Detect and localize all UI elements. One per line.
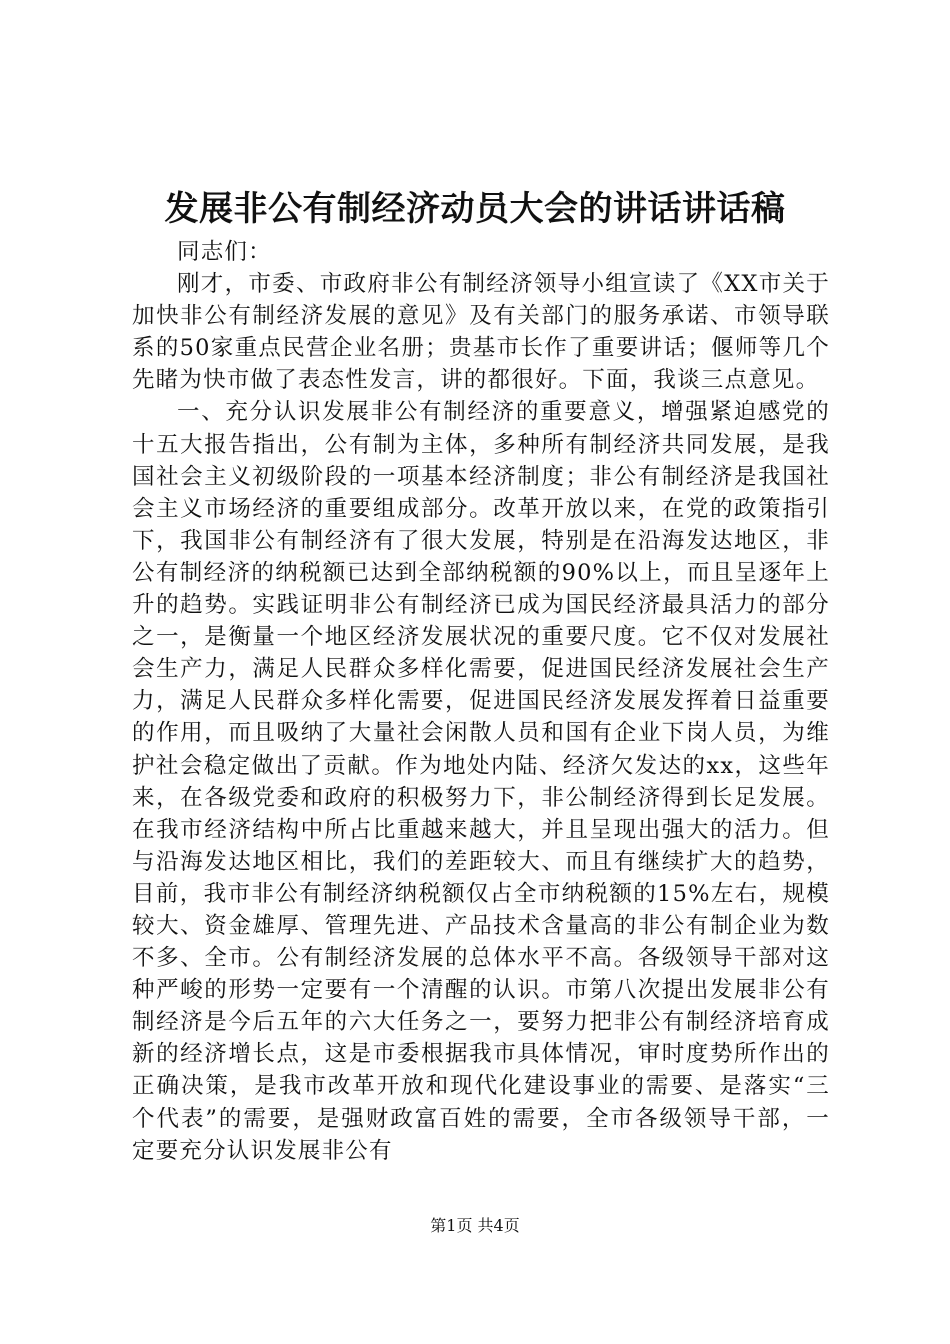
- section-one-paragraph: 一、充分认识发展非公有制经济的重要意义，增强紧迫感党的十五大报告指出，公有制为主体，多种所有制经济共同发展，是我国社会主义初级阶段的一项基本经济制度；非公有制经济是我国社会主义市场经济的重要组成部分。改革开放以来，在党的政策指引下，我国非公有制经济有了很大发展，特别是在沿海发达地区，非公有制经济的纳税额已达到全部纳税额的90%以上，而且呈逐年上升的趋势。实践证明非公有制经济已成为国民经济最具活力的部分之一，是衡量一个地区经济发展状况的重要尺度。它不仅对发展社会生产力，满足人民群众多样化需要，促进国民经济发展社会生产力，满足人民群众多样化需要，促进国民经济发展发挥着日益重要的作用，而且吸纳了大量社会闲散人员和国有企业下岗人员，为维护社会稳定做出了贡献。作为地处内陆、经济欠发达的xx，这些年来，在各级党委和政府的积极努力下，非公制经济得到长足发展。在我市经济结构中所占比重越来越大，并且呈现出强大的活力。但与沿海发达地区相比，我们的差距较大、而且有继续扩大的趋势，目前，我市非公有制经济纳税额仅占全市纳税额的15%左右，规模较大、资金雄厚、管理先进、产品技术含量高的非公有制企业为数不多、全市。公有制经济发展的总体水平不高。各级领导干部对这种严峻的形势一定要有一个清醒的认识。市第八次提出发展非公有制经济是今后五年的六大任务之一，要努力把非公有制经济培育成新的经济增长点，这是市委根据我市具体情况，审时度势所作出的正确决策，是我市改革开放和现代化建设事业的需要、是落实“三个代表”的需要，是强财政富百姓的需要，全市各级领导干部，一定要充分认识发展非公有: [132, 399, 830, 1164]
- document-body: [132, 236, 830, 1167]
- document-title: 发展非公有制经济动员大会的讲话讲话稿: [164, 189, 786, 229]
- page-number-footer: 第1页 共4页: [430, 1216, 520, 1235]
- opening-paragraph: 刚才，市委、市政府非公有制经济领导小组宣读了《XX市关于加快非公有制经济发展的意见》及有关部门的服务承诺、市领导联系的50家重点民营企业名册；贵基市长作了重要讲话；偃师等几个先睹为快市做了表态性发言，讲的都很好。下面，我谈三点意见。: [132, 271, 830, 394]
- salutation-paragraph: 同志们：: [177, 239, 272, 265]
